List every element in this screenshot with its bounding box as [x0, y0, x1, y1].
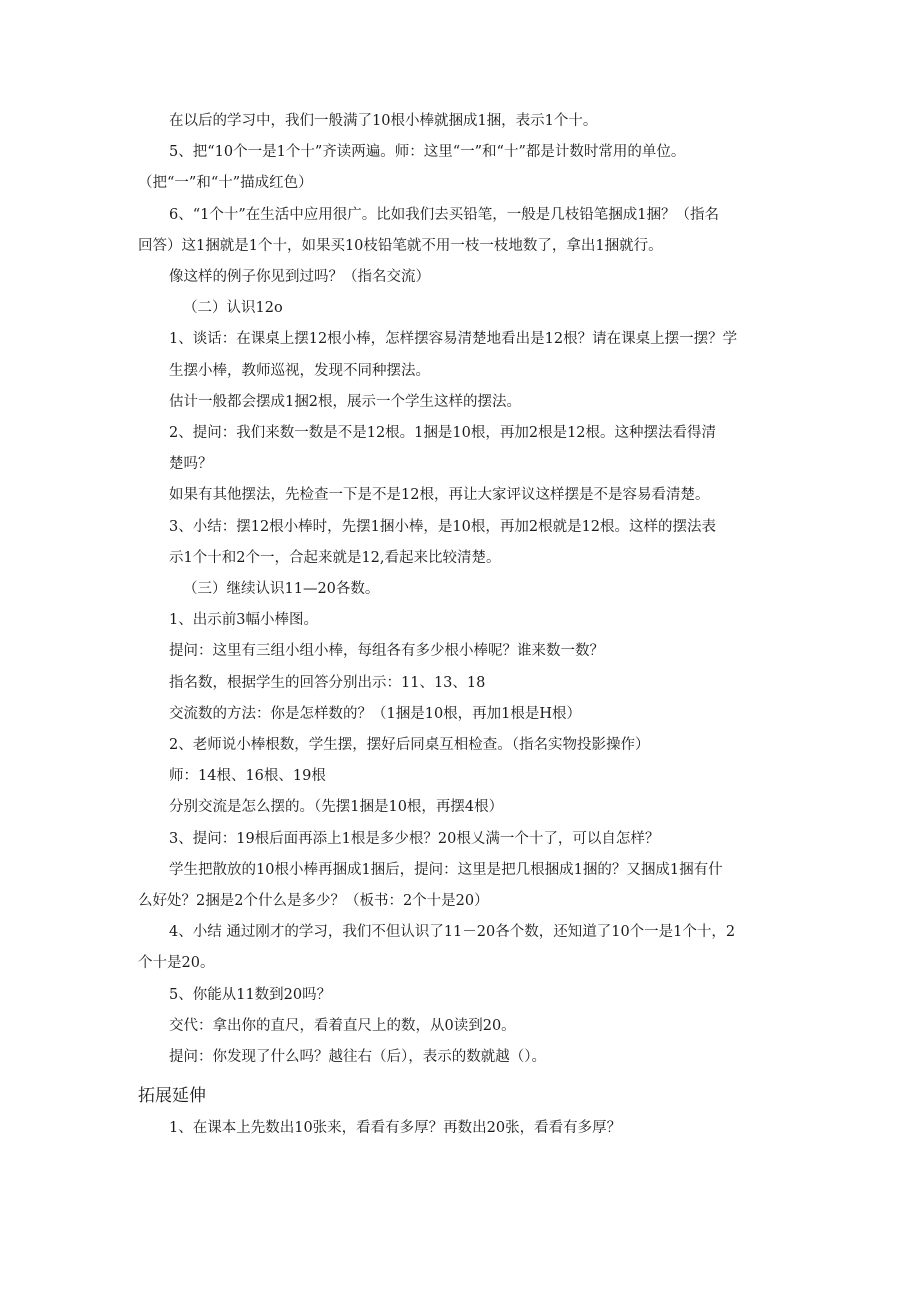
paragraph-line: （把“一”和“十”描成红色）	[138, 175, 313, 192]
extension-paragraphs	[138, 1113, 790, 1144]
paragraph-line: 生摆小棒，教师巡视，发现不同种摆法。	[169, 362, 430, 379]
paragraph-line: 么好处？2捆是2个什么是多少？（板书：2个十是20）	[138, 893, 489, 910]
paragraph-line: 提问：这里有三组小组小棒，每组各有多少根小棒呢？谁来数一数？	[169, 643, 604, 660]
paragraph-line: 1、谈话：在课桌上摆12根小棒，怎样摆容易清楚地看出是12根？请在课桌上摆一摆？学	[169, 331, 738, 348]
paragraph-line: 3、提问：19根后面再添上1根是多少根？20根乂满一个十了，可以自怎样？	[169, 830, 660, 847]
lesson-paragraphs	[138, 106, 790, 1073]
paragraph-line: （三）继续认识11—20各数。	[183, 581, 380, 598]
paragraph-line: 3、小结：摆12根小棒时，先摆1捆小棒，是10根，再加2根就是12根。这样的摆法表	[169, 518, 717, 535]
paragraph-line: 交流数的方法：你是怎样数的？（1捆是10根，再加1根是H根）	[169, 705, 582, 722]
paragraph-line: 在以后的学习中，我们一般满了10根小棒就捆成1捆，表示1个十。	[169, 113, 598, 129]
paragraph-line: 回答）这1捆就是1个十，如果买10枝铅笔就不用一枝一枝地数了，拿出1捆就行。	[138, 237, 663, 254]
paragraph-line: 1、出示前3幅小棒图。	[169, 612, 318, 629]
paragraph-line: 5、你能从11数到20吗？	[169, 986, 332, 1003]
paragraph-line: 4、小结 通过刚才的学习，我们不但认识了11－20各个数，还知道了10个一是1个十，2	[169, 924, 736, 941]
paragraph-line: 示1个十和2个一，合起来就是12,看起来比较清楚。	[169, 549, 501, 566]
paragraph-line: 楚吗？	[169, 456, 213, 473]
document-body	[138, 106, 790, 1145]
paragraph-line: 个十是20。	[138, 955, 215, 972]
paragraph-line: 2、提问：我们来数一数是不是12根。1捆是10根，再加2根是12根。这种摆法看得清	[169, 425, 717, 442]
paragraph-line: 分别交流是怎么摆的。（先摆1捆是10根，再摆4根）	[169, 799, 504, 816]
section-title: 拓展延伸	[138, 1086, 206, 1107]
paragraph-line: （二）认识12o	[183, 300, 283, 317]
paragraph-line: 学生把散放的10根小棒再捆成1捆后，提问：这里是把几根捆成1捆的？又捆成1捆有什	[169, 861, 723, 878]
paragraph-line: 指名数，根据学生的回答分别出示：11、13、18	[169, 674, 486, 691]
paragraph-line: 估计一般都会摆成1捆2根，展示一个学生这样的摆法。	[169, 393, 521, 410]
paragraph-line: 5、把“10个一是1个十”齐读两遍。师：这里“一”和“十”都是计数时常用的单位。	[169, 144, 686, 161]
paragraph-line: 交代：拿出你的直尺，看着直尺上的数，从0读到20。	[169, 1017, 516, 1034]
paragraph-line: 提问：你发现了什么吗？越往右（后），表示的数就越（）。	[169, 1049, 546, 1066]
paragraph-line: 如果有其他摆法，先检查一下是不是12根，再让大家评议这样摆是不是容易看清楚。	[169, 487, 710, 504]
paragraph-line: 像这样的例子你见到过吗？（指名交流）	[169, 269, 430, 286]
paragraph-line: 1、在课本上先数出10张来，看看有多厚？再数出20张，看看有多厚？	[169, 1120, 622, 1137]
paragraph-line: 2、老师说小棒根数，学生摆，摆好后同桌互相检查。（指名实物投影操作）	[169, 737, 650, 754]
paragraph-line: 师：14根、16根、19根	[169, 768, 326, 785]
paragraph-line: 6、“1个十”在生活中应用很广。比如我们去买铅笔，一般是几枝铅笔捆成1捆？（指名	[169, 206, 719, 223]
